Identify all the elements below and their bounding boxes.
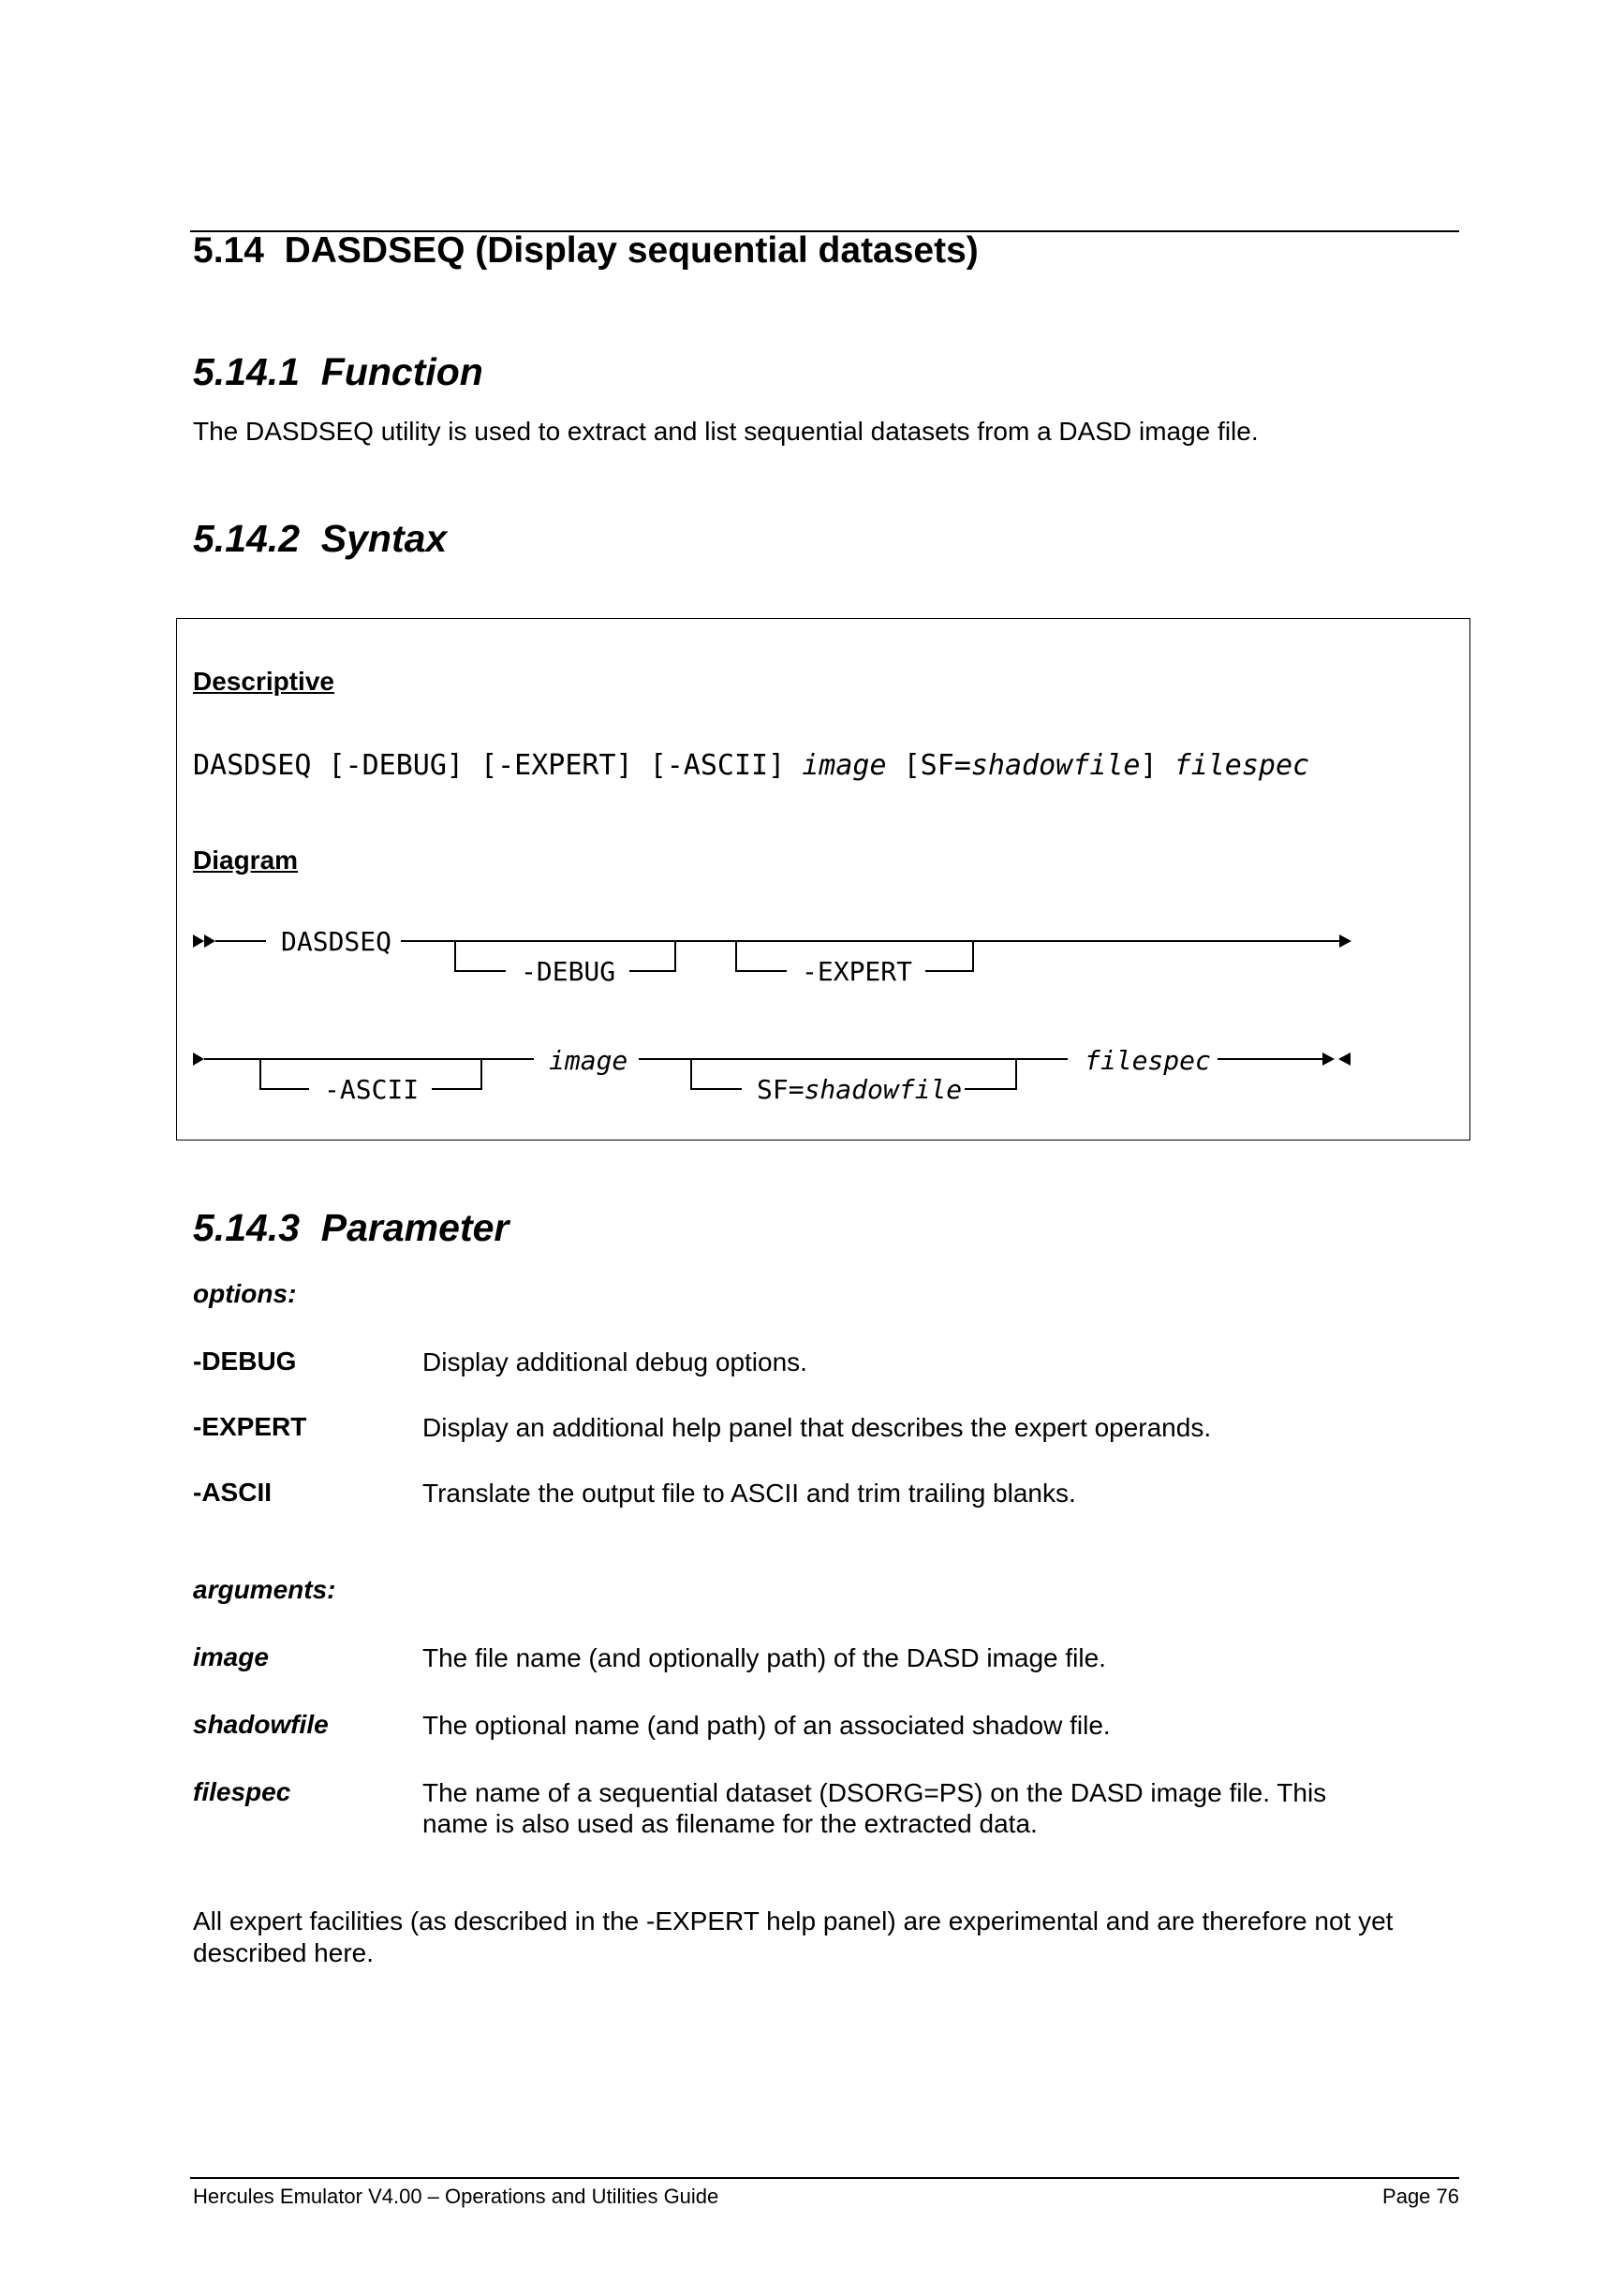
descriptive-syntax <box>193 749 1309 782</box>
syntax-box <box>176 618 1470 1141</box>
section-title: 5.14 DASDSEQ (Display sequential datasets) <box>193 230 979 271</box>
diagram-debug: -DEBUG <box>521 956 616 987</box>
argument-name: image <box>193 1642 269 1671</box>
footer-rule <box>190 2177 1459 2179</box>
descriptive-label: Descriptive <box>193 667 334 696</box>
shadowfile-operand: shadowfile <box>970 749 1141 782</box>
syntax-text: [SF= <box>886 749 971 782</box>
option-desc: Translate the output file to ASCII and trim trailing blanks. <box>422 1479 1076 1508</box>
diagram-filespec: filespec <box>1085 1045 1211 1076</box>
option-name: -EXPERT <box>193 1412 307 1441</box>
syntax-text: ] <box>1140 749 1174 782</box>
arguments-label: arguments: <box>193 1575 336 1604</box>
argument-name: shadowfile <box>193 1710 329 1739</box>
diagram-ascii: -ASCII <box>324 1074 420 1105</box>
option-name: -ASCII <box>193 1478 272 1507</box>
argument-desc: The file name (and optionally path) of the DASD image file. <box>422 1643 1106 1672</box>
option-desc: Display additional debug options. <box>422 1347 807 1376</box>
option-name: -DEBUG <box>193 1347 297 1376</box>
parameter-heading: 5.14.3 Parameter <box>193 1206 509 1249</box>
footer-title: Hercules Emulator V4.00 – Operations and Utilities Guide <box>193 2185 719 2208</box>
expert-note: All expert facilities (as described in the -EXPERT help panel) are experimental and are therefore not yet described here. <box>193 1906 1394 1967</box>
syntax-text: DASDSEQ [-DEBUG] [-EXPERT] [-ASCII] <box>193 749 803 782</box>
image-operand: image <box>802 749 887 782</box>
diagram-image: image <box>549 1045 628 1076</box>
options-label: options: <box>193 1279 297 1308</box>
function-text: The DASDSEQ utility is used to extract and list sequential datasets from a DASD image file. <box>193 417 1259 446</box>
filespec-operand: filespec <box>1174 749 1310 782</box>
sf-shadowfile: shadowfile <box>804 1074 963 1105</box>
argument-name: filespec <box>193 1777 291 1806</box>
argument-desc: The name of a sequential dataset (DSORG=PS) on the DASD image file. This name is also used as filename for the extracted data. <box>422 1778 1327 1838</box>
page-number: Page 76 <box>1382 2185 1459 2208</box>
sf-prefix: SF= <box>757 1074 805 1105</box>
option-desc: Display an additional help panel that describes the expert operands. <box>422 1413 1212 1442</box>
diagram-expert: -EXPERT <box>802 956 913 987</box>
syntax-heading: 5.14.2 Syntax <box>193 517 448 560</box>
diagram-command: DASDSEQ <box>281 926 392 957</box>
function-heading: 5.14.1 Function <box>193 350 483 393</box>
argument-desc: The optional name (and path) of an associated shadow file. <box>422 1711 1111 1740</box>
diagram-label: Diagram <box>193 846 299 875</box>
